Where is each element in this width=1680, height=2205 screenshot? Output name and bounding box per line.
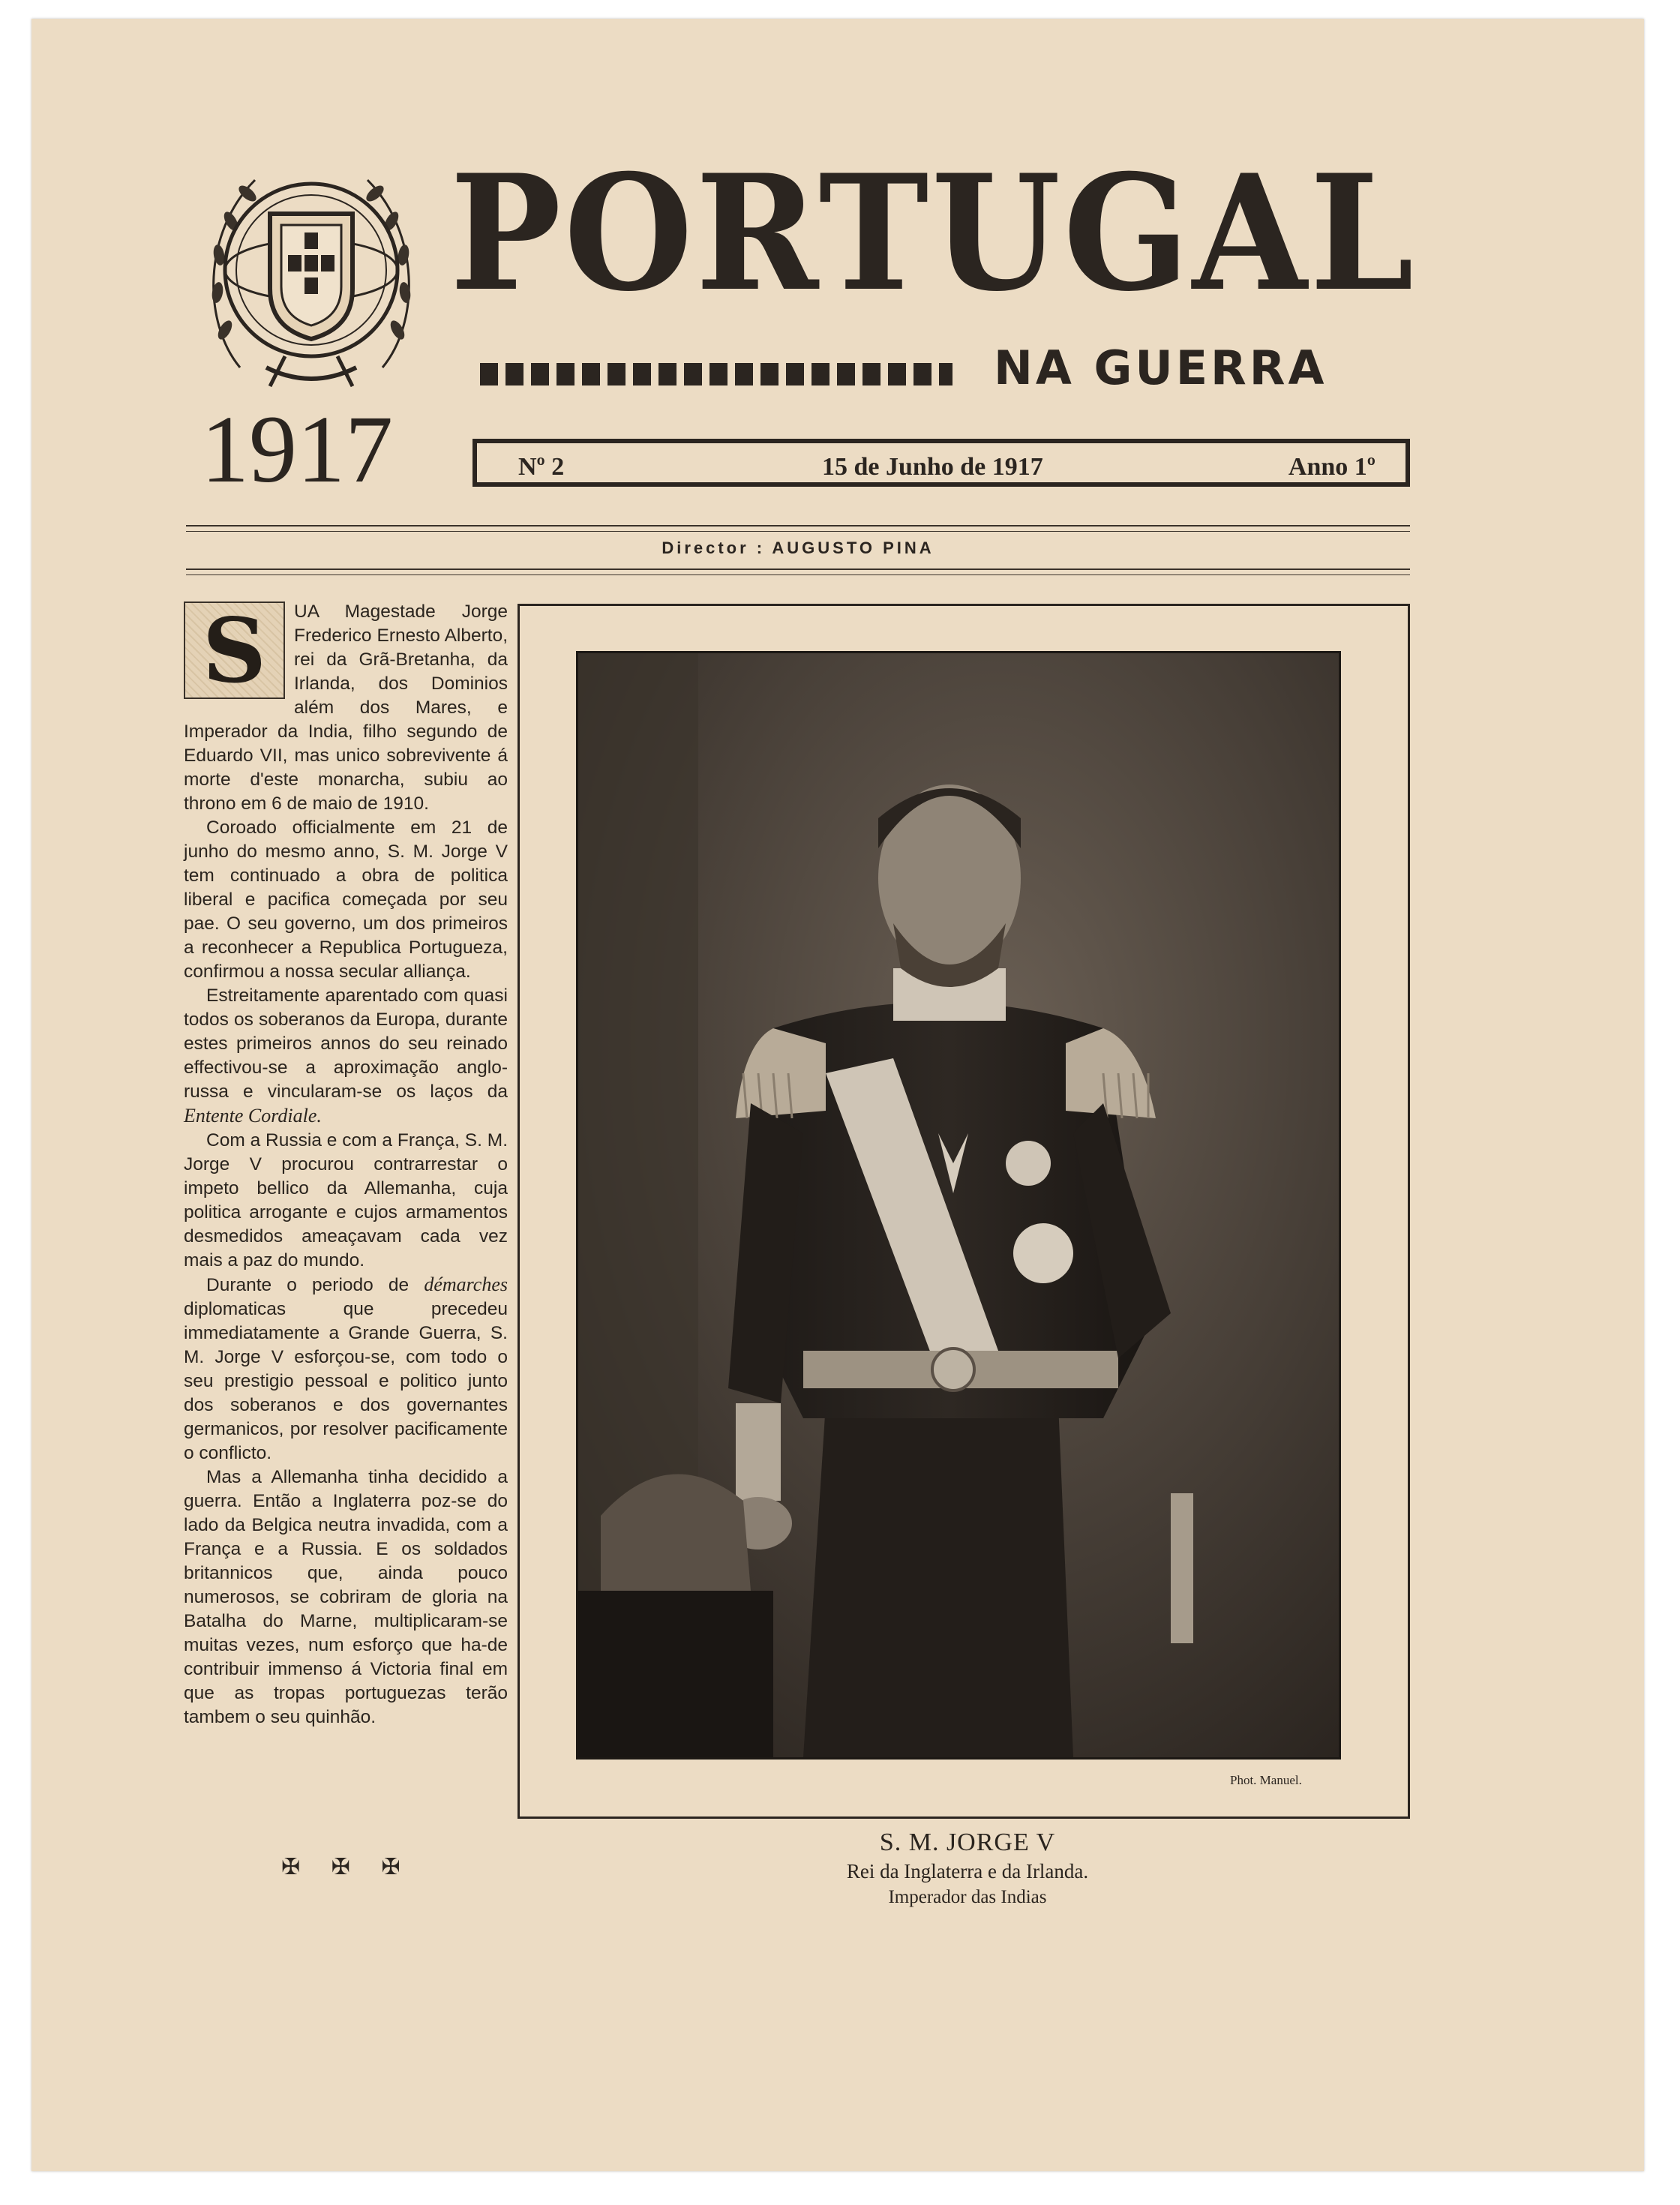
newspaper-title: PORTUGAL — [450, 140, 1417, 326]
article-paragraph: Coroado officialmente em 21 de junho do mesmo anno, S. M. Jorge V tem continuado a obra de politica liberal e pacifica começada por seu pae. O seu governo, um dos primeiros a reconhecer a Republica Portugueza, confirmou a nossa secular alliança. — [184, 818, 508, 982]
caption-name: S. M. JORGE V — [879, 1828, 1056, 1856]
masthead-year: 1917 — [201, 396, 393, 502]
caption-title-2: Imperador das Indias — [888, 1887, 1047, 1907]
italic-phrase: démarches — [424, 1274, 508, 1295]
caption-title-1: Rei da Inglaterra e da Irlanda. — [846, 1860, 1089, 1882]
article-paragraph: Estreitamente aparentado com quasi todos os soberanos da Europa, durante estes primeiros annos do seu reinado effectivou-se a aproximação anglo-russa e vincularam-se os laços da Entente Cordiale. — [184, 986, 508, 1126]
issue-number: Nº 2 — [518, 453, 565, 481]
issue-volume: Anno 1º — [1288, 453, 1376, 481]
title-dotted-rule — [480, 363, 952, 386]
article-column — [184, 600, 508, 1730]
photo-credit: Phot. Manuel. — [1230, 1773, 1302, 1787]
header-rule-bottom — [186, 568, 1410, 570]
portrait-photograph — [576, 651, 1341, 1760]
header-rule-bottom-thin — [186, 574, 1410, 575]
director-line: Director : AUGUSTO PINA — [662, 538, 934, 557]
portrait-caption — [765, 1828, 1170, 1910]
coat-of-arms-emblem — [195, 142, 428, 398]
article-paragraph: Durante o periodo de démarches diplomaticas que precedeu immediatamente a Grande Guerra, S. M. Jorge V esforçou-se, com todo o seu prestigio pessoal e politico junto dos soberanos e dos governantes germanicos, por resolver pacificamente o conflicto. — [184, 1274, 508, 1463]
issue-date: 15 de Junho de 1917 — [822, 453, 1043, 481]
header-rule-top — [186, 525, 1410, 526]
newspaper-subtitle: NA GUERRA — [994, 340, 1328, 395]
italic-phrase: Entente Cordiale. — [184, 1105, 322, 1126]
issue-info-box — [472, 439, 1410, 487]
article-paragraph: Mas a Allemanha tinha decidido a guerra. Então a Inglaterra poz-se do lado da Belgica neutra invadida, com a França e a Russia. E os soldados britannicos que, ainda pouco numerosos, se cobriram de gloria na Batalha do Marne, multiplicaram-se muitas vezes, num esforço que ha-de contribuir immenso á Victoria final em que as tropas portuguezas terão tambem o seu quinhão. — [184, 1467, 508, 1727]
dropcap-letter: S — [184, 602, 285, 699]
header-rule-top-thin — [186, 531, 1410, 532]
section-ornament: ✠ ✠ ✠ — [281, 1854, 412, 1880]
article-paragraph: S UA Magestade Jorge Frederico Ernesto Alberto, rei da Grã-Bretanha, da Irlanda, dos Dominios além dos Mares, e Imperador da India, filho segundo de Eduardo VII, mas unico sobrevivente á morte d'este monarcha, subiu ao throno em 6 de maio de 1910. — [184, 598, 508, 814]
article-paragraph: Com a Russia e com a França, S. M. Jorge V procurou contrarrestar o impeto bellico da Allemanha, cuja politica arrogante e cujos armamentos desmedidos ameaçavam cada vez mais a paz do mundo. — [184, 1130, 508, 1270]
